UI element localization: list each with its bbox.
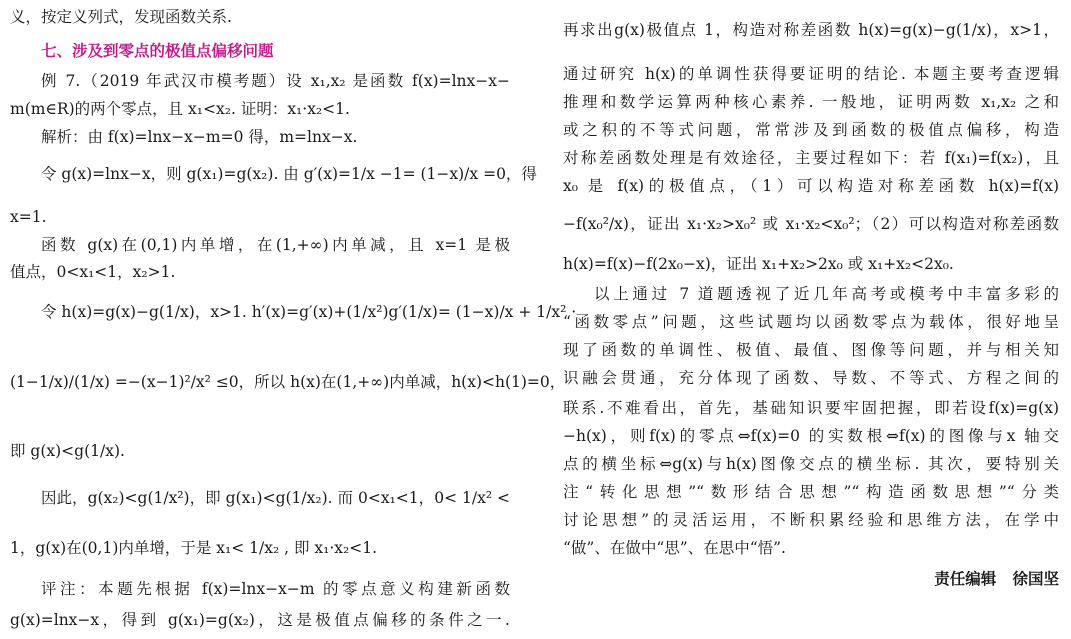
text-line: 评注：本题先根据 f(x)=lnx−x−m 的零点意义构建新函数 [41,580,510,598]
text-line: 注“转化思想”“数形结合思想”“构造函数思想”“分类 [563,483,1059,501]
text-line: 即 g(x)<g(1/x). [10,442,125,460]
text-line: 讨论思想”的灵活运用，不断积累经验和思维方法，在学中 [563,511,1059,529]
text-line: (1−1/x)/(1/x) =−(x−1)²/x² ≤0，所以 h(x)在(1,+∞)内单减，h(x)<h(1)=0， [10,373,566,391]
text-line: g(x)=lnx−x，得到 g(x₁)=g(x₂)，这是极值点偏移的条件之一. [10,611,510,629]
editor-credit [563,568,1059,590]
text-line: 例 7.（2019 年武汉市模考题）设 x₁,x₂ 是函数 f(x)=lnx−x− [41,72,510,90]
text-line: 以上通过 7 道题透视了近几年高考或模考中丰富多彩的 [594,285,1059,303]
section-heading: 七、涉及到零点的极值点偏移问题 [41,41,274,60]
text-line: 令 h(x)=g(x)−g(1/x)，x>1. h′(x)=g′(x)+(1/x²)g′(1/x)= (1−x)/x + 1/x² · [41,303,577,321]
text-line: 推理和数学运算两种核心素养. 一般地，证明两数 x₁,x₂ 之和 [563,93,1059,111]
text-line: “函数零点”问题，这些试题均以函数零点为载体，很好地呈 [563,313,1059,331]
text-line: 现了函数的单调性、极值、最值、图像等问题，并与相关知 [563,341,1059,359]
text-line: m(m∈R)的两个零点，且 x₁<x₂. 证明：x₁·x₂<1. [10,100,350,118]
text-line: 因此，g(x₂)<g(1/x²)，即 g(x₁)<g(1/x₂). 而 0<x₁<1，0< 1/x² < [41,489,510,507]
text-line: 对称差函数处理是有效途径，主要过程如下：若 f(x₁)=f(x₂)，且 [563,149,1059,167]
text-line: h(x)=f(x)−f(2x₀−x)，证出 x₁+x₂>2x₀ 或 x₁+x₂<2x₀. [563,255,954,273]
text-line: x₀ 是 f(x)的极值点，（1）可以构造对称差函数 h(x)=f(x) [563,177,1059,195]
text-line: 联系.不难看出，首先，基础知识要牢固把握，即若设f(x)=g(x) [563,399,1059,417]
text-line: “做”、在做中“思”、在思中“悟”. [563,539,786,557]
text-line: 令 g(x)=lnx−x，则 g(x₁)=g(x₂). 由 g′(x)=1/x −1= (1−x)/x =0，得 [41,165,537,183]
text-line: 点的横坐标⇔g(x)与h(x)图像交点的横坐标. 其次，要特别关 [563,455,1059,473]
text-line: 值点，0<x₁<1，x₂>1. [10,263,176,281]
editor-label: 责任编辑 [934,569,997,588]
text-line: 义，按定义列式，发现函数关系. [10,8,232,26]
text-line: 通过研究 h(x)的单调性获得要证明的结论. 本题主要考查逻辑 [563,65,1059,83]
text-line: x=1. [10,208,47,226]
text-line: 解析：由 f(x)=lnx−x−m=0 得，m=lnx−x. [41,128,358,146]
text-line: 1，g(x)在(0,1)内单增，于是 x₁< 1/x₂ , 即 x₁·x₂<1. [10,539,378,557]
text-line: 或之积的不等式问题，常常涉及到函数的极值点偏移，构造 [563,121,1059,139]
editor-name: 徐国坚 [1012,569,1059,588]
text-line: 函数 g(x)在(0,1)内单增，在(1,+∞)内单减，且 x=1 是极 [41,236,510,254]
text-line: −f(x₀²/x)，证出 x₁·x₂>x₀² 或 x₁·x₂<x₀²；（2）可以构造对称差函数 [563,215,1059,233]
text-line: 再求出g(x)极值点 1，构造对称差函数 h(x)=g(x)−g(1/x)，x>1， [563,21,1059,39]
text-line: 识融会贯通，充分体现了函数、导数、不等式、方程之间的 [563,369,1059,387]
text-line: −h(x)，则f(x)的零点⇔f(x)=0 的实数根⇔f(x)的图像与x 轴交 [563,427,1059,445]
